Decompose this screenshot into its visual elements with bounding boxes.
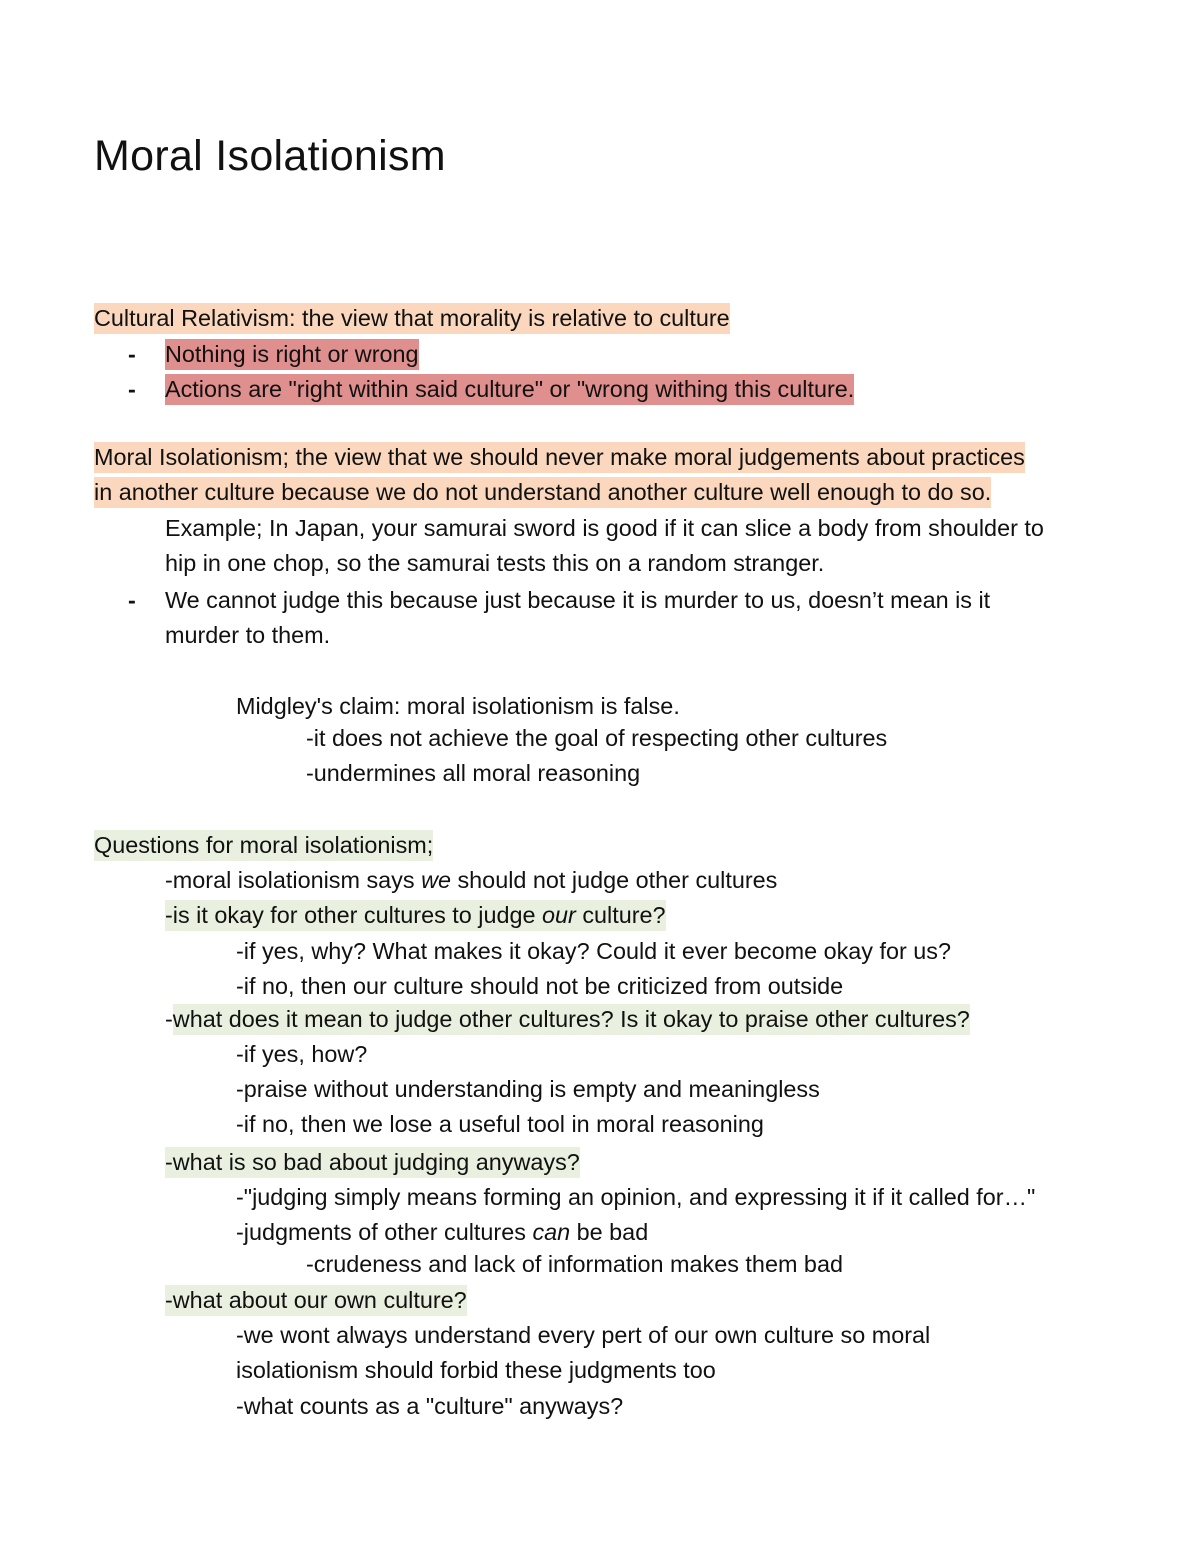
answer-if-yes-why: -if yes, why? What makes it okay? Could it ever become okay for us? [236, 938, 952, 964]
bullet-dash: - [128, 376, 136, 402]
example-line2: hip in one chop, so the samurai tests this on a random stranger. [165, 550, 825, 576]
bullet-dash: - [128, 587, 136, 613]
answer-if-no-criticized: -if no, then our culture should not be criticized from outside [236, 973, 844, 999]
q4-text: -what is so bad about judging anyways? [165, 1147, 580, 1178]
q1-italic: we [421, 867, 451, 893]
page-title: Moral Isolationism [94, 132, 446, 180]
example-line1: Example; In Japan, your samurai sword is good if it can slice a body from shoulder to [165, 515, 1044, 541]
answer-praise-empty: -praise without understanding is empty and meaningless [236, 1076, 820, 1102]
bullet-actions-right-within: Actions are "right within said culture" or "wrong withing this culture. [165, 374, 854, 405]
answer-judging-means-opinion: -"judging simply means forming an opinion, and expressing it if it called for…" [236, 1184, 1036, 1210]
q2-highlight [165, 900, 666, 931]
q4a2-text-after: be bad [570, 1219, 649, 1245]
q4a2-italic: can [532, 1219, 571, 1245]
question-what-does-it-mean [165, 1002, 970, 1037]
moral-isolationism-definition-text1: Moral Isolationism; the view that we should never make moral judgements about practices [94, 442, 1025, 473]
list-item [165, 337, 419, 372]
midgley-claim: Midgley's claim: moral isolationism is false. [236, 693, 680, 719]
answer-judgments-can-be-bad [236, 1215, 648, 1250]
bullet-dash: - [128, 341, 136, 367]
moral-isolationism-definition-text2: in another culture because we do not understand another culture well enough to do so. [94, 477, 991, 508]
moral-isolationism-definition-line1 [94, 440, 1025, 475]
q2-italic: our [542, 902, 576, 928]
questions-heading-text: Questions for moral isolationism; [94, 830, 433, 861]
question-own-culture [165, 1283, 467, 1318]
judge-line2: murder to them. [165, 622, 331, 648]
q3-dash: - [165, 1006, 173, 1032]
answer-lose-useful-tool: -if no, then we lose a useful tool in moral reasoning [236, 1111, 764, 1137]
q2-text-after: culture? [575, 902, 666, 928]
bullet-nothing-right-wrong: Nothing is right or wrong [165, 339, 419, 370]
q5-text: -what about our own culture? [165, 1285, 467, 1316]
q2-text-before: -is it okay for other cultures to judge [165, 902, 543, 928]
q1-text-after: should not judge other cultures [450, 867, 778, 893]
answer-crudeness: -crudeness and lack of information makes them bad [306, 1251, 843, 1277]
question-so-bad-judging [165, 1145, 580, 1180]
midgley-point: -it does not achieve the goal of respecting other cultures [306, 725, 888, 751]
answer-what-counts-culture: -what counts as a "culture" anyways? [236, 1393, 624, 1419]
cultural-relativism-definition [94, 301, 730, 336]
answer-if-yes-how: -if yes, how? [236, 1041, 368, 1067]
q1-text-before: -moral isolationism says [165, 867, 422, 893]
answer-wont-understand-line2: isolationism should forbid these judgments too [236, 1357, 716, 1383]
judge-line1: We cannot judge this because just because it is murder to us, doesn’t mean is it [165, 587, 991, 613]
midgley-point: -undermines all moral reasoning [306, 760, 641, 786]
question-we-should-not-judge [165, 863, 777, 898]
q4a2-text-before: -judgments of other cultures [236, 1219, 533, 1245]
moral-isolationism-definition-line2 [94, 475, 991, 510]
questions-heading [94, 828, 433, 863]
q3-text: what does it mean to judge other cultures? Is it okay to praise other cultures? [173, 1004, 970, 1035]
question-judge-our-culture [165, 898, 666, 933]
cultural-relativism-definition-text: Cultural Relativism: the view that morality is relative to culture [94, 303, 730, 334]
answer-wont-understand-line1: -we wont always understand every pert of our own culture so moral [236, 1322, 931, 1348]
list-item [165, 372, 854, 407]
